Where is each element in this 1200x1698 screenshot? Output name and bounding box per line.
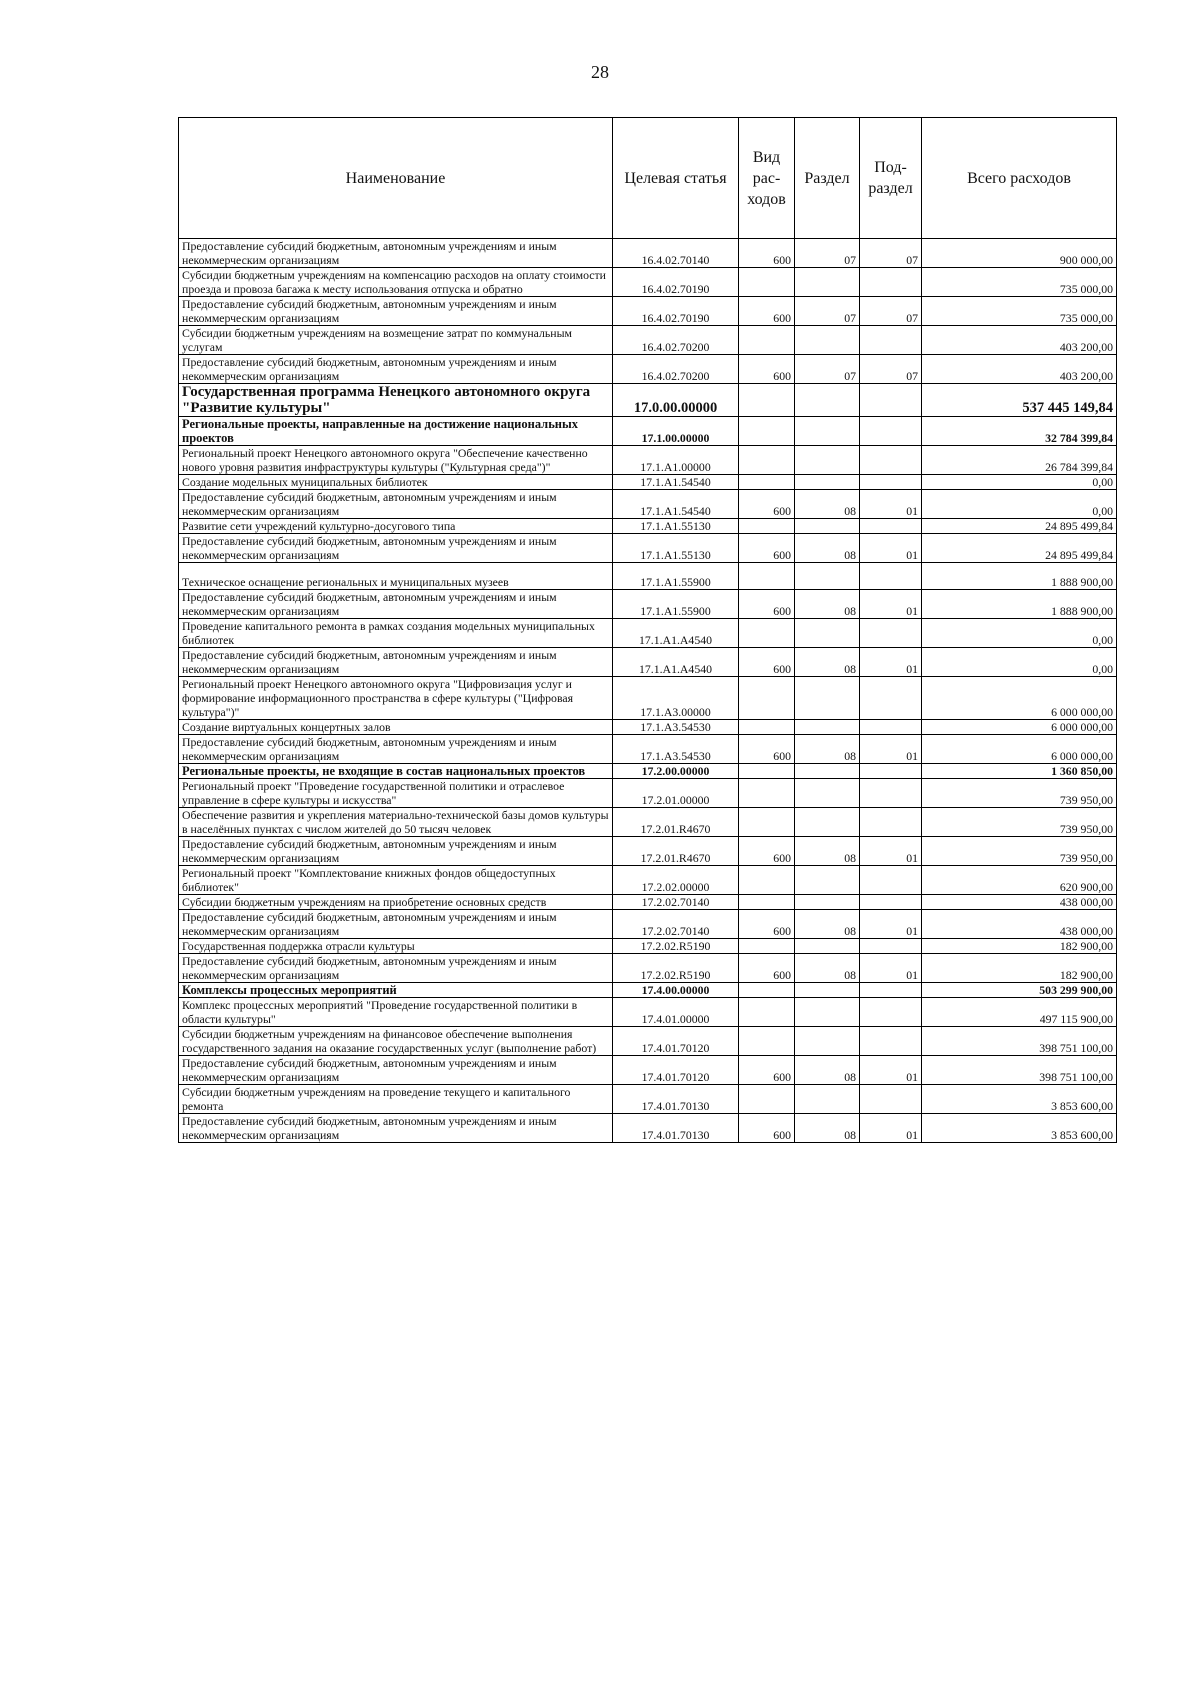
table-row <box>179 590 1117 619</box>
row-total-cell: 403 200,00 <box>922 355 1117 384</box>
row-kind-cell: 600 <box>739 910 795 939</box>
row-kind-cell <box>739 519 795 534</box>
row-target-cell: 17.4.00.00000 <box>613 983 739 998</box>
row-section-cell <box>795 779 860 808</box>
row-section-cell <box>795 895 860 910</box>
row-section-cell <box>795 417 860 446</box>
table-row <box>179 268 1117 297</box>
table-row <box>179 837 1117 866</box>
row-subsection-cell <box>860 720 922 735</box>
row-subsection-cell: 01 <box>860 590 922 619</box>
row-target-cell: 17.2.01.R4670 <box>613 837 739 866</box>
row-subsection-cell <box>860 619 922 648</box>
row-subsection-cell <box>860 983 922 998</box>
row-kind-cell <box>739 720 795 735</box>
row-target-cell: 17.4.01.00000 <box>613 998 739 1027</box>
row-target-cell: 17.0.00.00000 <box>613 384 739 417</box>
row-target-cell: 17.2.01.R4670 <box>613 808 739 837</box>
row-name-cell: Предоставление субсидий бюджетным, автономным учреждениям и иным некоммерческим организациям <box>179 837 613 866</box>
row-subsection-cell <box>860 779 922 808</box>
row-total-cell: 1 888 900,00 <box>922 563 1117 590</box>
row-name-cell: Региональные проекты, направленные на достижение национальных проектов <box>179 417 613 446</box>
row-section-cell <box>795 677 860 720</box>
row-kind-cell: 600 <box>739 490 795 519</box>
row-subsection-cell: 01 <box>860 735 922 764</box>
table-row <box>179 619 1117 648</box>
table-row <box>179 939 1117 954</box>
row-name-cell: Субсидии бюджетным учреждениям на компенсацию расходов на оплату стоимости проезда и провоза багажа к месту использования отпуска и обратно <box>179 268 613 297</box>
row-subsection-cell <box>860 268 922 297</box>
row-target-cell: 17.1.00.00000 <box>613 417 739 446</box>
row-section-cell: 08 <box>795 1114 860 1143</box>
row-kind-cell: 600 <box>739 648 795 677</box>
row-section-cell <box>795 939 860 954</box>
row-name-cell: Комплексы процессных мероприятий <box>179 983 613 998</box>
row-subsection-cell: 07 <box>860 239 922 268</box>
row-name-cell: Создание виртуальных концертных залов <box>179 720 613 735</box>
row-total-cell: 620 900,00 <box>922 866 1117 895</box>
table-row <box>179 720 1117 735</box>
row-kind-cell: 600 <box>739 239 795 268</box>
row-subsection-cell <box>860 998 922 1027</box>
row-kind-cell <box>739 417 795 446</box>
row-total-cell: 735 000,00 <box>922 297 1117 326</box>
row-name-cell: Региональный проект Ненецкого автономного округа "Цифровизация услуг и формирование информационного пространства в сфере культуры ("Цифровая культура")" <box>179 677 613 720</box>
row-total-cell: 1 360 850,00 <box>922 764 1117 779</box>
page-number: 28 <box>591 62 609 82</box>
table-row <box>179 866 1117 895</box>
row-total-cell: 6 000 000,00 <box>922 720 1117 735</box>
table-row <box>179 895 1117 910</box>
row-section-cell <box>795 998 860 1027</box>
row-target-cell: 17.2.02.00000 <box>613 866 739 895</box>
table-row <box>179 475 1117 490</box>
row-target-cell: 17.1.А1.55900 <box>613 590 739 619</box>
row-subsection-cell: 07 <box>860 297 922 326</box>
table-row <box>179 648 1117 677</box>
row-name-cell: Предоставление субсидий бюджетным, автономным учреждениям и иным некоммерческим организациям <box>179 590 613 619</box>
row-section-cell <box>795 764 860 779</box>
row-total-cell: 24 895 499,84 <box>922 534 1117 563</box>
row-section-cell <box>795 808 860 837</box>
row-kind-cell: 600 <box>739 297 795 326</box>
row-target-cell: 16.4.02.70200 <box>613 355 739 384</box>
table-row <box>179 519 1117 534</box>
row-section-cell <box>795 475 860 490</box>
row-total-cell: 497 115 900,00 <box>922 998 1117 1027</box>
row-kind-cell <box>739 1085 795 1114</box>
row-total-cell: 1 888 900,00 <box>922 590 1117 619</box>
table-row <box>179 1027 1117 1056</box>
row-target-cell: 17.1.А1.54540 <box>613 475 739 490</box>
row-subsection-cell: 01 <box>860 1114 922 1143</box>
row-subsection-cell: 01 <box>860 1056 922 1085</box>
row-name-cell: Предоставление субсидий бюджетным, автономным учреждениям и иным некоммерческим организациям <box>179 534 613 563</box>
header-target: Целевая статья <box>613 118 739 239</box>
budget-table <box>178 117 1117 1143</box>
row-kind-cell <box>739 326 795 355</box>
row-section-cell <box>795 268 860 297</box>
table-row <box>179 446 1117 475</box>
row-section-cell <box>795 326 860 355</box>
row-kind-cell: 600 <box>739 534 795 563</box>
table-row <box>179 563 1117 590</box>
row-target-cell: 17.1.А3.54530 <box>613 720 739 735</box>
table-row <box>179 490 1117 519</box>
row-section-cell <box>795 720 860 735</box>
row-section-cell <box>795 446 860 475</box>
row-kind-cell: 600 <box>739 954 795 983</box>
row-target-cell: 17.2.00.00000 <box>613 764 739 779</box>
row-target-cell: 17.1.А1.55900 <box>613 563 739 590</box>
row-section-cell: 07 <box>795 355 860 384</box>
row-total-cell: 735 000,00 <box>922 268 1117 297</box>
row-total-cell: 182 900,00 <box>922 939 1117 954</box>
table-row <box>179 808 1117 837</box>
header-section: Раздел <box>795 118 860 239</box>
row-kind-cell <box>739 475 795 490</box>
row-target-cell: 17.1.А1.А4540 <box>613 648 739 677</box>
row-subsection-cell <box>860 866 922 895</box>
row-subsection-cell <box>860 895 922 910</box>
row-subsection-cell <box>860 764 922 779</box>
row-section-cell <box>795 1085 860 1114</box>
row-kind-cell: 600 <box>739 1056 795 1085</box>
row-target-cell: 17.2.02.70140 <box>613 895 739 910</box>
row-total-cell: 6 000 000,00 <box>922 677 1117 720</box>
row-total-cell: 0,00 <box>922 648 1117 677</box>
row-target-cell: 17.1.А3.00000 <box>613 677 739 720</box>
row-name-cell: Государственная поддержка отрасли культуры <box>179 939 613 954</box>
row-section-cell <box>795 983 860 998</box>
row-total-cell: 0,00 <box>922 490 1117 519</box>
row-total-cell: 182 900,00 <box>922 954 1117 983</box>
row-subsection-cell <box>860 446 922 475</box>
row-name-cell: Комплекс процессных мероприятий "Проведение государственной политики в области культуры" <box>179 998 613 1027</box>
row-section-cell <box>795 384 860 417</box>
row-section-cell <box>795 1027 860 1056</box>
row-section-cell: 08 <box>795 648 860 677</box>
row-total-cell: 6 000 000,00 <box>922 735 1117 764</box>
row-target-cell: 16.4.02.70190 <box>613 268 739 297</box>
row-kind-cell <box>739 895 795 910</box>
table-row <box>179 297 1117 326</box>
row-name-cell: Развитие сети учреждений культурно-досугового типа <box>179 519 613 534</box>
row-section-cell: 08 <box>795 590 860 619</box>
row-name-cell: Предоставление субсидий бюджетным, автономным учреждениям и иным некоммерческим организациям <box>179 954 613 983</box>
table-row <box>179 764 1117 779</box>
table-row <box>179 735 1117 764</box>
row-section-cell: 08 <box>795 910 860 939</box>
row-kind-cell: 600 <box>739 837 795 866</box>
row-name-cell: Предоставление субсидий бюджетным, автономным учреждениям и иным некоммерческим организациям <box>179 648 613 677</box>
row-name-cell: Предоставление субсидий бюджетным, автономным учреждениям и иным некоммерческим организациям <box>179 1056 613 1085</box>
row-subsection-cell: 01 <box>860 490 922 519</box>
row-name-cell: Предоставление субсидий бюджетным, автономным учреждениям и иным некоммерческим организациям <box>179 910 613 939</box>
row-target-cell: 17.2.02.70140 <box>613 910 739 939</box>
row-name-cell: Проведение капитального ремонта в рамках создания модельных муниципальных библиотек <box>179 619 613 648</box>
header-row <box>179 118 1117 239</box>
row-name-cell: Предоставление субсидий бюджетным, автономным учреждениям и иным некоммерческим организациям <box>179 735 613 764</box>
row-target-cell: 17.4.01.70130 <box>613 1114 739 1143</box>
row-section-cell <box>795 619 860 648</box>
row-kind-cell <box>739 677 795 720</box>
row-name-cell: Субсидии бюджетным учреждениям на приобретение основных средств <box>179 895 613 910</box>
row-total-cell: 739 950,00 <box>922 808 1117 837</box>
row-total-cell: 739 950,00 <box>922 779 1117 808</box>
row-subsection-cell <box>860 1085 922 1114</box>
row-name-cell: Предоставление субсидий бюджетным, автономным учреждениям и иным некоммерческим организациям <box>179 355 613 384</box>
row-section-cell <box>795 866 860 895</box>
row-kind-cell: 600 <box>739 735 795 764</box>
row-subsection-cell: 01 <box>860 837 922 866</box>
row-section-cell: 07 <box>795 297 860 326</box>
row-kind-cell <box>739 446 795 475</box>
row-name-cell: Предоставление субсидий бюджетным, автономным учреждениям и иным некоммерческим организациям <box>179 297 613 326</box>
header-total: Всего расходов <box>922 118 1117 239</box>
row-subsection-cell <box>860 808 922 837</box>
row-subsection-cell: 01 <box>860 954 922 983</box>
row-subsection-cell: 01 <box>860 534 922 563</box>
table-row <box>179 998 1117 1027</box>
table-row <box>179 1085 1117 1114</box>
row-total-cell: 398 751 100,00 <box>922 1027 1117 1056</box>
table-row <box>179 983 1117 998</box>
row-subsection-cell <box>860 417 922 446</box>
row-total-cell: 0,00 <box>922 475 1117 490</box>
table-row <box>179 1114 1117 1143</box>
table-row <box>179 677 1117 720</box>
table-row <box>179 239 1117 268</box>
row-subsection-cell <box>860 677 922 720</box>
row-total-cell: 3 853 600,00 <box>922 1114 1117 1143</box>
row-target-cell: 17.2.02.R5190 <box>613 954 739 983</box>
row-kind-cell <box>739 1027 795 1056</box>
row-section-cell: 08 <box>795 735 860 764</box>
row-name-cell: Техническое оснащение региональных и муниципальных музеев <box>179 563 613 590</box>
row-kind-cell: 600 <box>739 355 795 384</box>
row-total-cell: 438 000,00 <box>922 910 1117 939</box>
row-section-cell: 08 <box>795 837 860 866</box>
row-target-cell: 17.1.А1.55130 <box>613 534 739 563</box>
row-total-cell: 32 784 399,84 <box>922 417 1117 446</box>
row-name-cell: Субсидии бюджетным учреждениям на финансовое обеспечение выполнения государственного задания на оказание государственных услуг (выполнение работ) <box>179 1027 613 1056</box>
row-kind-cell <box>739 939 795 954</box>
row-target-cell: 17.1.А1.00000 <box>613 446 739 475</box>
row-total-cell: 537 445 149,84 <box>922 384 1117 417</box>
row-name-cell: Обеспечение развития и укрепления материально-технической базы домов культуры в населённых пунктах с числом жителей до 50 тысяч человек <box>179 808 613 837</box>
row-total-cell: 739 950,00 <box>922 837 1117 866</box>
row-kind-cell <box>739 384 795 417</box>
row-total-cell: 438 000,00 <box>922 895 1117 910</box>
row-target-cell: 17.4.01.70120 <box>613 1027 739 1056</box>
row-target-cell: 16.4.02.70190 <box>613 297 739 326</box>
row-target-cell: 17.1.А1.А4540 <box>613 619 739 648</box>
row-total-cell: 24 895 499,84 <box>922 519 1117 534</box>
row-section-cell: 08 <box>795 954 860 983</box>
table-row <box>179 326 1117 355</box>
row-section-cell: 08 <box>795 1056 860 1085</box>
row-subsection-cell <box>860 326 922 355</box>
row-total-cell: 3 853 600,00 <box>922 1085 1117 1114</box>
row-name-cell: Региональный проект Ненецкого автономного округа "Обеспечение качественно нового уровня развития инфраструктуры культуры ("Культурная среда")" <box>179 446 613 475</box>
row-subsection-cell <box>860 475 922 490</box>
row-name-cell: Региональный проект "Комплектование книжных фондов общедоступных библиотек" <box>179 866 613 895</box>
row-kind-cell: 600 <box>739 1114 795 1143</box>
row-name-cell: Предоставление субсидий бюджетным, автономным учреждениям и иным некоммерческим организациям <box>179 490 613 519</box>
table-row <box>179 355 1117 384</box>
row-section-cell <box>795 563 860 590</box>
row-kind-cell: 600 <box>739 590 795 619</box>
row-kind-cell <box>739 866 795 895</box>
row-name-cell: Субсидии бюджетным учреждениям на проведение текущего и капитального ремонта <box>179 1085 613 1114</box>
row-kind-cell <box>739 808 795 837</box>
row-kind-cell <box>739 764 795 779</box>
row-section-cell: 08 <box>795 490 860 519</box>
row-target-cell: 16.4.02.70140 <box>613 239 739 268</box>
row-total-cell: 503 299 900,00 <box>922 983 1117 998</box>
row-target-cell: 17.1.А1.54540 <box>613 490 739 519</box>
row-name-cell: Создание модельных муниципальных библиотек <box>179 475 613 490</box>
row-target-cell: 17.4.01.70120 <box>613 1056 739 1085</box>
row-subsection-cell: 01 <box>860 648 922 677</box>
table-row <box>179 779 1117 808</box>
table-row <box>179 534 1117 563</box>
row-total-cell: 403 200,00 <box>922 326 1117 355</box>
row-section-cell: 08 <box>795 534 860 563</box>
row-target-cell: 17.1.А3.54530 <box>613 735 739 764</box>
table-row <box>179 910 1117 939</box>
row-kind-cell <box>739 268 795 297</box>
row-section-cell: 07 <box>795 239 860 268</box>
row-total-cell: 26 784 399,84 <box>922 446 1117 475</box>
row-target-cell: 17.1.А1.55130 <box>613 519 739 534</box>
row-target-cell: 16.4.02.70200 <box>613 326 739 355</box>
row-target-cell: 17.2.02.R5190 <box>613 939 739 954</box>
header-name: Наименование <box>179 118 613 239</box>
row-name-cell: Государственная программа Ненецкого автономного округа "Развитие культуры" <box>179 384 613 417</box>
row-subsection-cell <box>860 1027 922 1056</box>
row-total-cell: 0,00 <box>922 619 1117 648</box>
row-total-cell: 398 751 100,00 <box>922 1056 1117 1085</box>
row-name-cell: Региональный проект "Проведение государственной политики и отраслевое управление в сфере культуры и искусства" <box>179 779 613 808</box>
row-subsection-cell <box>860 519 922 534</box>
table-row <box>179 954 1117 983</box>
row-total-cell: 900 000,00 <box>922 239 1117 268</box>
row-target-cell: 17.2.01.00000 <box>613 779 739 808</box>
row-name-cell: Региональные проекты, не входящие в состав национальных проектов <box>179 764 613 779</box>
row-subsection-cell: 07 <box>860 355 922 384</box>
row-subsection-cell <box>860 939 922 954</box>
row-target-cell: 17.4.01.70130 <box>613 1085 739 1114</box>
row-section-cell <box>795 519 860 534</box>
row-kind-cell <box>739 998 795 1027</box>
header-kind: Вид рас-ходов <box>739 118 795 239</box>
header-subsection: Под-раздел <box>860 118 922 239</box>
row-subsection-cell: 01 <box>860 910 922 939</box>
table-row <box>179 384 1117 417</box>
row-name-cell: Предоставление субсидий бюджетным, автономным учреждениям и иным некоммерческим организациям <box>179 1114 613 1143</box>
row-kind-cell <box>739 779 795 808</box>
row-subsection-cell <box>860 384 922 417</box>
row-kind-cell <box>739 983 795 998</box>
row-name-cell: Субсидии бюджетным учреждениям на возмещение затрат по коммунальным услугам <box>179 326 613 355</box>
row-kind-cell <box>739 563 795 590</box>
row-subsection-cell <box>860 563 922 590</box>
table-row <box>179 417 1117 446</box>
table-row <box>179 1056 1117 1085</box>
row-name-cell: Предоставление субсидий бюджетным, автономным учреждениям и иным некоммерческим организациям <box>179 239 613 268</box>
row-kind-cell <box>739 619 795 648</box>
